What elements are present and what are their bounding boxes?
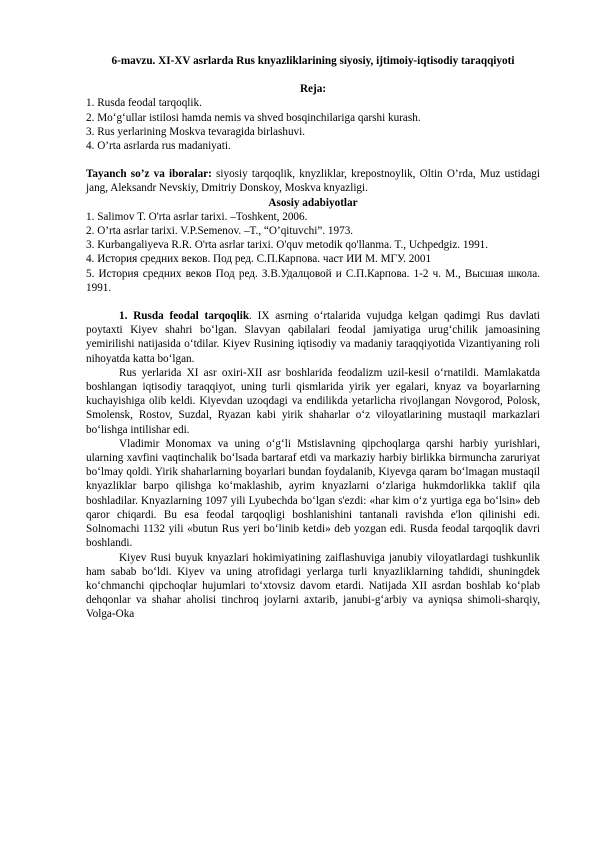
plan-item: 1. Rusda feodal tarqoqlik.: [86, 97, 202, 110]
literature-list: [86, 210, 540, 295]
section-paragraph: [86, 309, 540, 366]
plan-list: [86, 96, 540, 153]
literature-item: 3. Kurbangaliyeva R.R. O'rta asrlar tarixi. O'quv metodik qo'llanma. T., Uchpedgiz. 1991.: [86, 239, 489, 252]
literature-item: 1. Salimov T. O'rta asrlar tarixi. –Toshkent, 2006.: [86, 210, 308, 223]
literature-item: 2. O’rta asrlar tarixi. V.P.Semenov. –T., “O’qituvchi”. 1973.: [86, 225, 354, 238]
section-paragraph: Kiyev Rusi buyuk knyazlari hokimiyatining zaiflashuviga janubiy viloyatlardagi tushkunlik ham sabab bo‘ldi. Kiyev va uning atrofidagi yerlarga turli knyazliklarning tahdidi, shuningdek ko‘chmanchi qipchoqlar hujumlari to‘xtovsiz davom etardi. Natijada XII asrdan boshlab ko‘plab dehqonlar va shahar aholisi tinchroq joylarni axtarib, janubi-g‘arbiy va ayniqsa shimoli-sharqiy, Volga-Oka: [86, 551, 540, 621]
section-paragraph-text: . IX asrning o‘rtalarida vujudga kelgan qadimgi Rus davlati poytaxti Kiyev shahri bo‘lgan. Slavyan qabilalari feodal jamiyatiga urug‘chilik jamoasining yemirilishi natijasida o‘tdilar. Kiyev Rusining iqtisodiy va madaniy taraqqiyotida Vizantiyaning roli nihoyatda katta bo‘lgan.: [86, 310, 540, 365]
document-title: 6-mavzu. XI-XV asrlarda Rus knyazliklarining siyosiy, ijtimoiy-iqtisodiy taraqqiyoti: [111, 55, 515, 67]
plan-heading: Reja:: [299, 83, 327, 96]
plan-item: 3. Rus yerlarining Moskva tevaragida birlashuvi.: [86, 125, 306, 138]
document-page: [86, 54, 540, 622]
section-paragraph: Rus yerlarida XI asr oxiri-XII asr boshlarida feodalizm uzil-kesil o‘rnatildi. Mamlakatda boshlangan iqtisodiy taraqqiyot, uning turli qismlarida yirik yer egalari, knyaz va boyarlarning kuchayishiga olib keldi. Kiyevdan uzoqdagi va endilikda yetarlicha rivojlangan Novgorod, Polosk, Smolensk, Rostov, Suzdal, Ryazan kabi yirik shaharlar o‘z viloyatlarining mustaqil markazlari bo‘lishga intilishar edi.: [86, 366, 540, 436]
section-heading: 1. Rusda feodal tarqoqlik: [119, 310, 250, 323]
keywords-paragraph: [86, 167, 540, 195]
plan-item: 2. Mo‘g‘ullar istilosi hamda nemis va shved bosqinchilariga qarshi kurash.: [86, 111, 421, 124]
section-paragraph: Vladimir Monomax va uning o‘g‘li Mstislavning qipchoqlarga qarshi harbiy yurishlari, ularning xavfini vaqtinchalik bo‘lsada bartaraf etdi va markaziy harbiy birlikka birmuncha zaruriyat bo‘lmay qoldi. Yirik shaharlarning boyarlari bundan foydalanib, Kiyevga qaram bo‘lmagan mustaqil knyazliklar barpo qilishga ko‘maklashib, ayrim knyazlarni o‘zlariga hukmdorlikka taklif qila boshladilar. Knyazlarning 1097 yili Lyubechda bo‘lgan s'ezdi: «har kim o‘z yurtiga ega bo‘lsin» deb qaror chiqardi. Bu esa feodal tarqoqligi boshlanishini tantanali ravishda e'lon qilinishi edi. Solnomachi 1132 yili «butun Rus yeri bo‘linib ketdi» deb yozgan edi. Rusda feodal tarqoqlik davri boshlandi.: [86, 437, 540, 550]
literature-item: 4. История средних веков. Под ред. С.П.Карпова. част ИИ М. МГУ. 2001: [86, 253, 432, 266]
keywords-text: siyosiy tarqoqlik, knyzliklar, krepostnoylik, Oltin O’rda, Muz ustidagi jang, Aleksandr Nevskiy, Dmitriy Donskoy, Moskva knyazligi.: [86, 168, 540, 195]
keywords-label: Tayanch so’z va iboralar:: [86, 168, 212, 181]
literature-heading: Asosiy adabiyotlar: [268, 196, 358, 209]
literature-item: 5. История средних веков Под ред. З.В.Удалцовой и С.П.Карпова. 1-2 ч. М., Высшая школа. 1991.: [86, 267, 540, 294]
plan-item: 4. O’rta asrlarda rus madaniyati.: [86, 140, 231, 153]
